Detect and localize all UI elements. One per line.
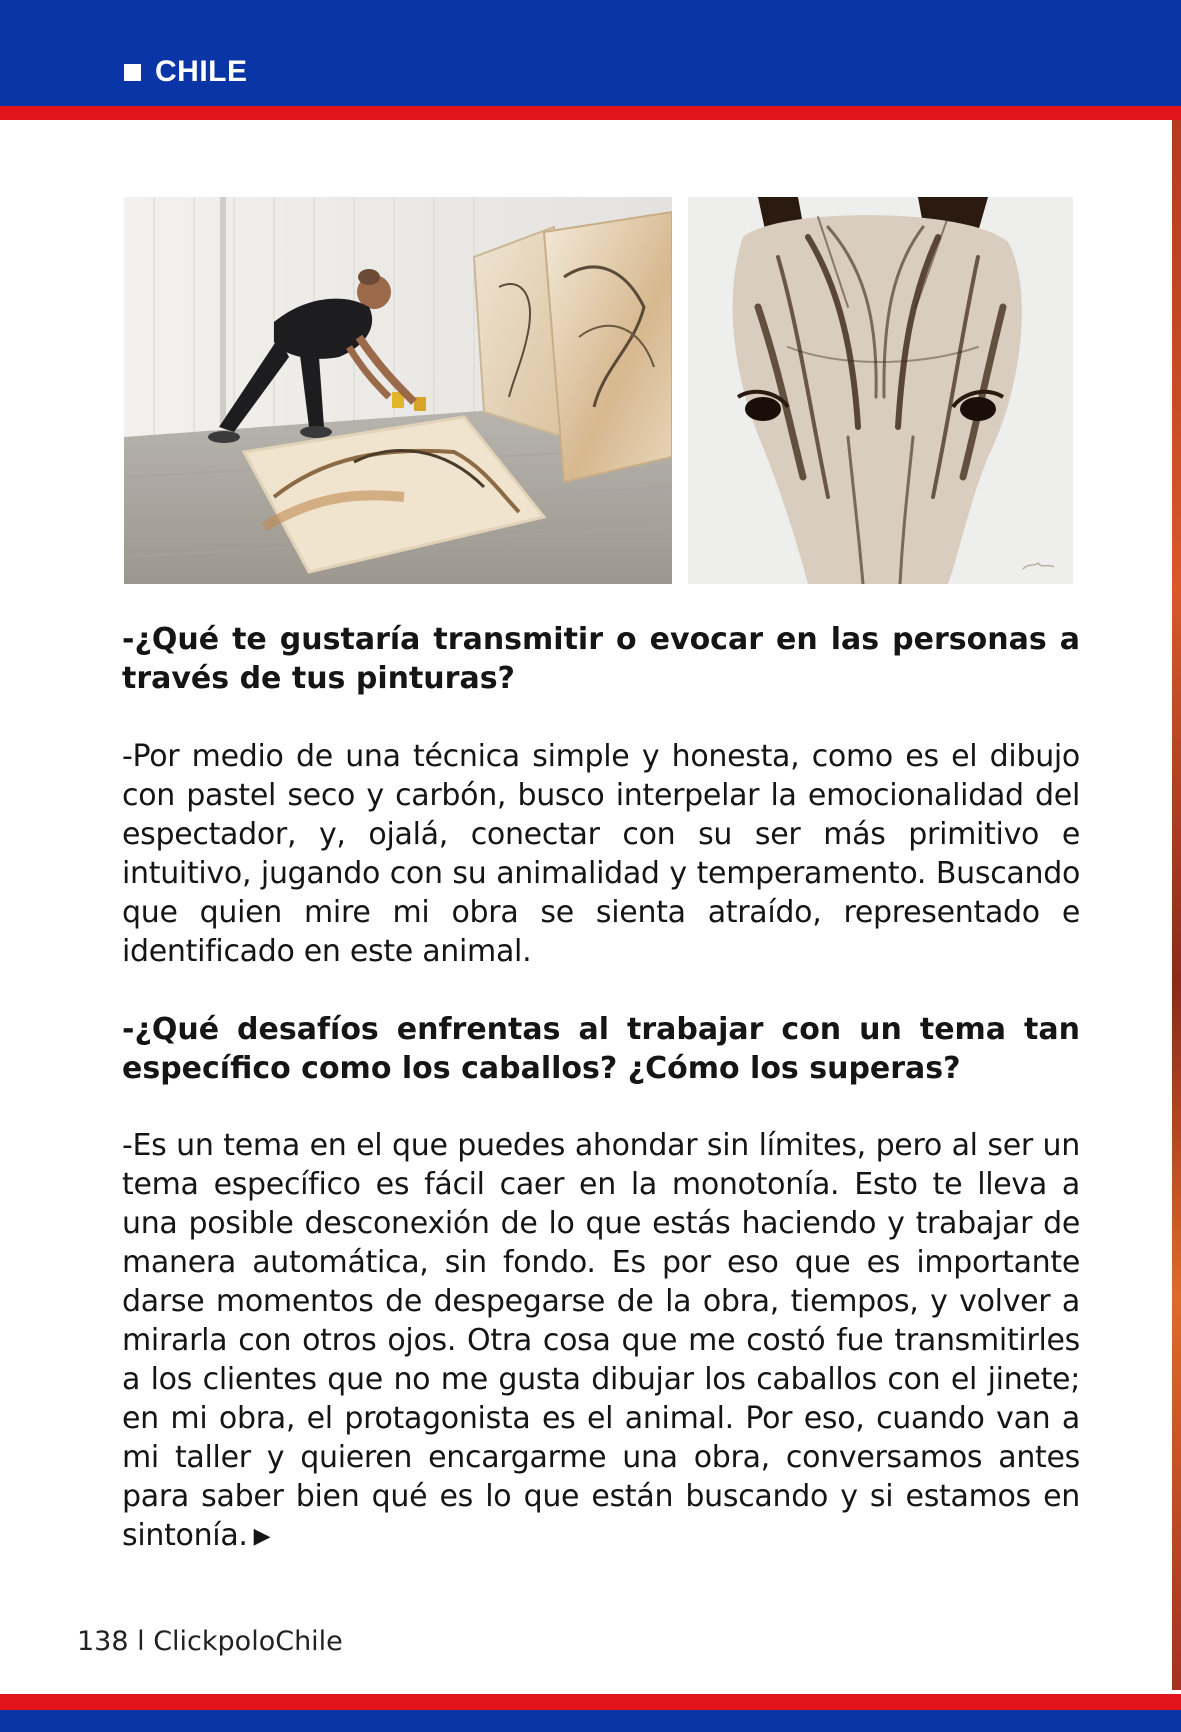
answer-block-2 xyxy=(122,1126,1080,1556)
answer-1: -Por medio de una técnica simple y honesta, como es el dibujo con pastel seco y carbón, busco interpelar la emocionalidad del espectador, y, ojalá, conectar con su ser más primitivo e intuitivo, jugando con su animalidad y temperamento. Buscando que quien mire mi obra se sienta atraído, representado e identificado en este animal. xyxy=(122,739,1080,969)
header-red-stripe xyxy=(0,106,1181,120)
play-triangle-icon: ▶ xyxy=(253,1524,271,1549)
footer-blue-bar xyxy=(0,1710,1181,1732)
page-footer: 138 l ClickpoloChile xyxy=(77,1626,343,1657)
horse-charcoal-drawing xyxy=(688,197,1073,584)
question-2: -¿Qué desafíos enfrentas al trabajar con un tema tan específico como los caballos? ¿Cómo los superas? xyxy=(122,1012,1080,1086)
section-label xyxy=(124,52,248,92)
qa-block-2 xyxy=(122,1010,1080,1088)
page-edge-strip xyxy=(1172,120,1181,1690)
footer-red-stripe xyxy=(0,1694,1181,1710)
answer-2: -Es un tema en el que puedes ahondar sin límites, pero al ser un tema específico es fácil caer en la monotonía. Esto te lleva a una posible desconexión de lo que estás haciendo y trabajar de manera automática, sin fondo. Es por eso que es importante darse momentos de despegarse de la obra, tiempos, y volver a mirarla con otros ojos. Otra cosa que me costó fue transmitirles a los clientes que no me gusta dibujar los caballos con el jinete; en mi obra, el protagonista es el animal. Por eso, cuando van a mi taller y quieren encargarme una obra, conversamos antes para saber bien qué es lo que están buscando y si estamos en sintonía. xyxy=(122,1128,1080,1553)
artist-painting-photo xyxy=(124,197,672,584)
qa-block-1 xyxy=(122,620,1080,698)
question-1: -¿Qué te gustaría transmitir o evocar en las personas a través de tus pinturas? xyxy=(122,622,1080,696)
square-bullet-icon xyxy=(124,64,141,81)
section-title: CHILE xyxy=(155,55,248,88)
answer-block-1 xyxy=(122,737,1080,971)
